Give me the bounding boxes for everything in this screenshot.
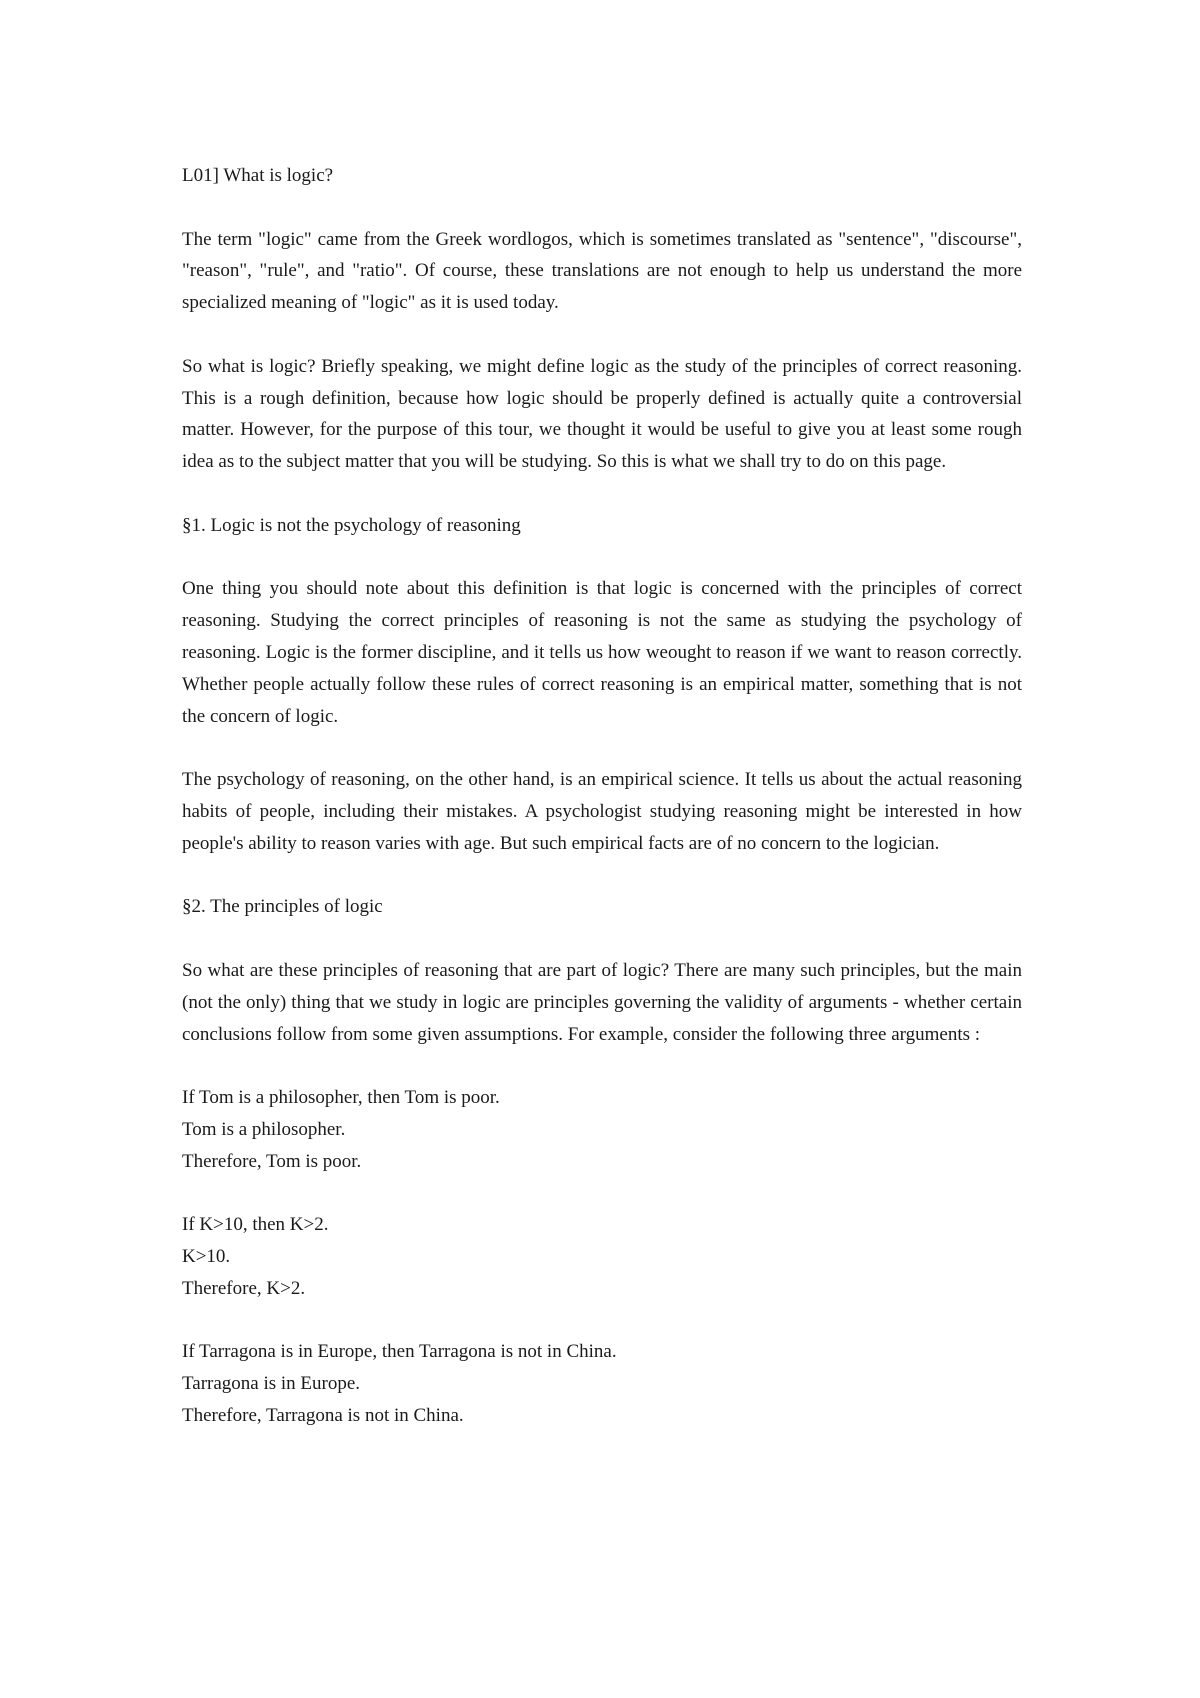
argument-2	[182, 1209, 1022, 1304]
section-2-heading: §2. The principles of logic	[182, 896, 383, 918]
intro-paragraph-1: The term "logic" came from the Greek wordlogos, which is sometimes translated as "sentence", "discourse", "reason", "rule", and "ratio". Of course, these translations are not enough to help us understand the more specialized meaning of "logic" as it is used today.	[182, 228, 1022, 314]
argument-3-premise-1: If Tarragona is in Europe, then Tarragona is not in China.	[182, 1341, 617, 1363]
page-title: L01] What is logic?	[182, 165, 334, 186]
argument-1-premise-1: If Tom is a philosopher, then Tom is poor.	[182, 1087, 500, 1109]
argument-2-premise-1: If K>10, then K>2.	[182, 1214, 329, 1236]
section-1-paragraph-2: The psychology of reasoning, on the other hand, is an empirical science. It tells us about the actual reasoning habits of people, including their mistakes. A psychologist studying reasoning might be interested in how people's ability to reason varies with age. But such empirical facts are of no concern to the logician.	[182, 769, 1022, 854]
section-1-paragraph-1: One thing you should note about this definition is that logic is concerned with the principles of correct reasoning. Studying the correct principles of reasoning is not the same as studying the psychology of reasoning. Logic is the former discipline, and it tells us how weought to reason if we want to reason correctly. Whether people actually follow these rules of correct reasoning is an empirical matter, something that is not the concern of logic.	[182, 578, 1022, 727]
argument-1-conclusion: Therefore, Tom is poor.	[182, 1150, 362, 1172]
argument-3	[182, 1336, 1022, 1431]
argument-2-conclusion: Therefore, K>2.	[182, 1277, 306, 1299]
argument-1	[182, 1082, 1022, 1177]
section-1-heading: §1. Logic is not the psychology of reasoning	[182, 514, 521, 536]
argument-3-conclusion: Therefore, Tarragona is not in China.	[182, 1405, 464, 1427]
argument-3-premise-2: Tarragona is in Europe.	[182, 1373, 361, 1395]
argument-1-premise-2: Tom is a philosopher.	[182, 1118, 346, 1140]
argument-2-premise-2: K>10.	[182, 1246, 231, 1268]
document-page	[182, 160, 1022, 1464]
section-2-paragraph: So what are these principles of reasoning that are part of logic? There are many such principles, but the main (not the only) thing that we study in logic are principles governing the validity of arguments - whether certain conclusions follow from some given assumptions. For example, consider the following three arguments :	[182, 959, 1022, 1045]
intro-paragraph-2: So what is logic? Briefly speaking, we might define logic as the study of the principles of correct reasoning. This is a rough definition, because how logic should be properly defined is actually quite a controversial matter. However, for the purpose of this tour, we thought it would be useful to give you at least some rough idea as to the subject matter that you will be studying. So this is what we shall try to do on this page.	[182, 355, 1022, 473]
